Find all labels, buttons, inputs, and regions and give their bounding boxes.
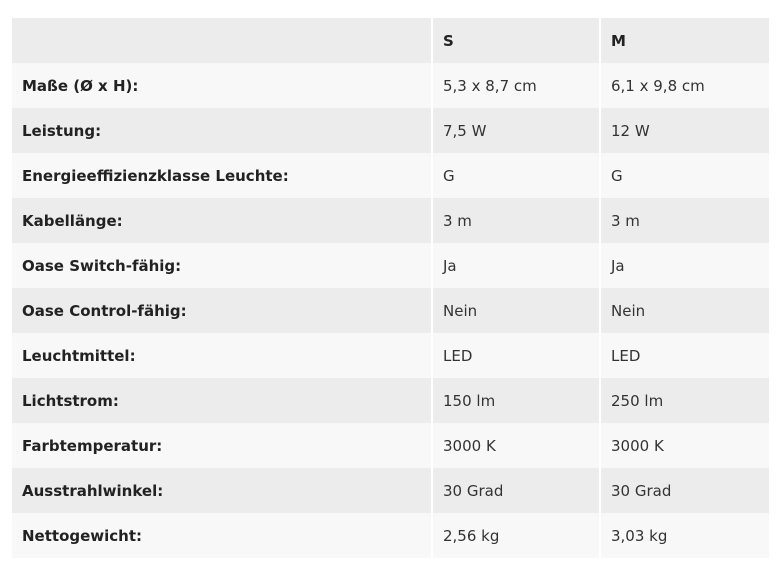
header-size-s: S	[433, 18, 601, 63]
value-s: 5,3 x 8,7 cm	[433, 63, 601, 108]
row-label: Nettogewicht:	[12, 513, 433, 558]
value-s: Ja	[433, 243, 601, 288]
value-s: 3000 K	[433, 423, 601, 468]
table-row	[12, 243, 769, 288]
value-m: 30 Grad	[601, 468, 769, 513]
header-label-cell	[12, 18, 433, 63]
value-m: Nein	[601, 288, 769, 333]
value-m: 250 lm	[601, 378, 769, 423]
row-label: Ausstrahlwinkel:	[12, 468, 433, 513]
value-m: 6,1 x 9,8 cm	[601, 63, 769, 108]
value-s: 150 lm	[433, 378, 601, 423]
row-label: Oase Switch-fähig:	[12, 243, 433, 288]
row-label: Leuchtmittel:	[12, 333, 433, 378]
value-s: 2,56 kg	[433, 513, 601, 558]
value-m: Ja	[601, 243, 769, 288]
value-s: 30 Grad	[433, 468, 601, 513]
row-label: Lichtstrom:	[12, 378, 433, 423]
value-s: 7,5 W	[433, 108, 601, 153]
row-label: Kabellänge:	[12, 198, 433, 243]
value-m: G	[601, 153, 769, 198]
table-row	[12, 153, 769, 198]
value-m: 3,03 kg	[601, 513, 769, 558]
value-m: 3000 K	[601, 423, 769, 468]
header-size-m: M	[601, 18, 769, 63]
table-row	[12, 468, 769, 513]
table-row	[12, 513, 769, 558]
row-label: Energieeffizienzklasse Leuchte:	[12, 153, 433, 198]
table-row	[12, 333, 769, 378]
table-header-row	[12, 18, 769, 63]
value-m: LED	[601, 333, 769, 378]
row-label: Oase Control-fähig:	[12, 288, 433, 333]
row-label: Leistung:	[12, 108, 433, 153]
table-row	[12, 423, 769, 468]
table-row	[12, 288, 769, 333]
value-m: 12 W	[601, 108, 769, 153]
table-row	[12, 378, 769, 423]
value-s: G	[433, 153, 601, 198]
table-row	[12, 63, 769, 108]
row-label: Maße (Ø x H):	[12, 63, 433, 108]
row-label: Farbtemperatur:	[12, 423, 433, 468]
value-m: 3 m	[601, 198, 769, 243]
value-s: LED	[433, 333, 601, 378]
table-row	[12, 108, 769, 153]
spec-table	[12, 18, 769, 558]
value-s: 3 m	[433, 198, 601, 243]
table-row	[12, 198, 769, 243]
value-s: Nein	[433, 288, 601, 333]
